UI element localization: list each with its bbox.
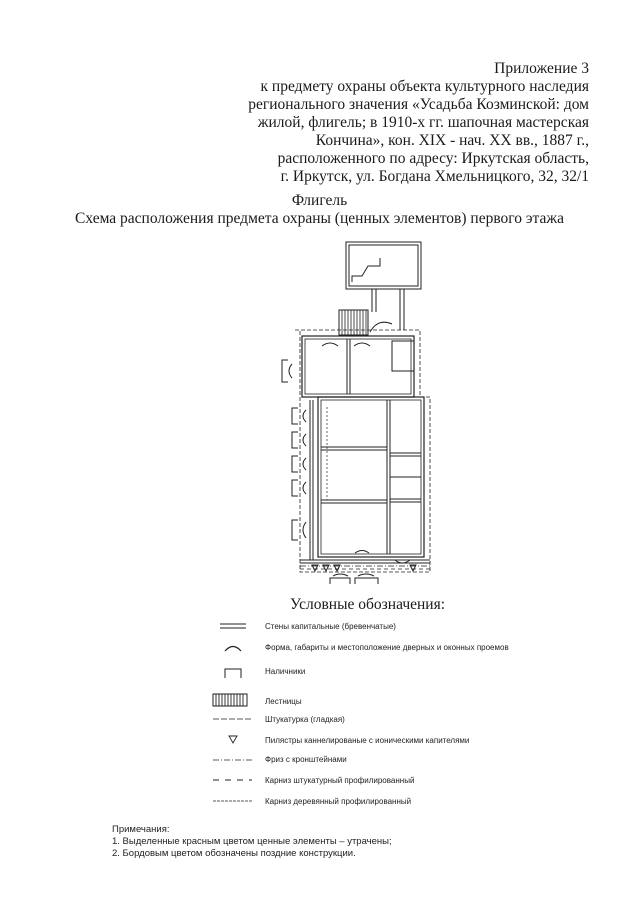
note-item: 2. Бордовым цветом обозначены поздние конструкции. (112, 848, 356, 859)
legend-symbol-triangle-icon (229, 736, 237, 743)
header-line: жилой, флигель; в 1910-х гг. шапочная мастерская (257, 114, 589, 131)
header-line: регионального значения «Усадьба Козминской: дом (248, 96, 589, 113)
plan-subtitle: Схема расположения предмета охраны (ценных элементов) первого этажа (75, 210, 564, 227)
legend-symbol-walls-icon (220, 624, 246, 628)
legend-symbols (213, 624, 252, 801)
header-line: г. Иркутск, ул. Богдана Хмельницкого, 32, 32/1 (280, 168, 589, 185)
legend-item-wooden-cornice: Карниз деревянный профилированный (265, 797, 412, 806)
legend-item-stairs: Лестницы (265, 697, 302, 706)
legend-item-plaster: Штукатурка (гладкая) (265, 715, 345, 724)
notes (112, 824, 392, 860)
legend-title: Условные обозначения: (290, 596, 446, 613)
plan-title: Флигель (291, 192, 348, 209)
legend-item-frieze: Фриз с кронштейнами (265, 755, 347, 764)
header-line: Кончина», кон. XIX - нач. XX вв., 1887 г., (315, 132, 589, 149)
legend-item-window-surrounds: Наличники (265, 667, 306, 676)
header-line: к предмету охраны объекта культурного наследия (260, 78, 589, 95)
legend-symbol-arc-icon (225, 647, 241, 652)
header-line: Приложение 3 (494, 60, 589, 77)
legend-item-plaster-cornice: Карниз штукатурный профилированный (265, 776, 415, 785)
legend-item-walls: Стены капитальные (бревенчатые) (265, 622, 396, 631)
staircase (339, 310, 368, 335)
legend-item-pilasters: Пилястры каннелированые с ионическими капителями (265, 736, 470, 745)
legend-symbol-bracket-icon (225, 669, 241, 678)
notes-heading: Примечания: (112, 824, 170, 835)
note-item: 1. Выделенные красным цветом ценные элементы – утрачены; (112, 836, 392, 847)
legend-item-openings: Форма, габариты и местоположение дверных и оконных проемов (265, 643, 509, 652)
header-line: расположенного по адресу: Иркутская область, (277, 150, 589, 167)
legend-symbol-hatch-icon (213, 694, 247, 706)
annex-room (346, 242, 421, 289)
